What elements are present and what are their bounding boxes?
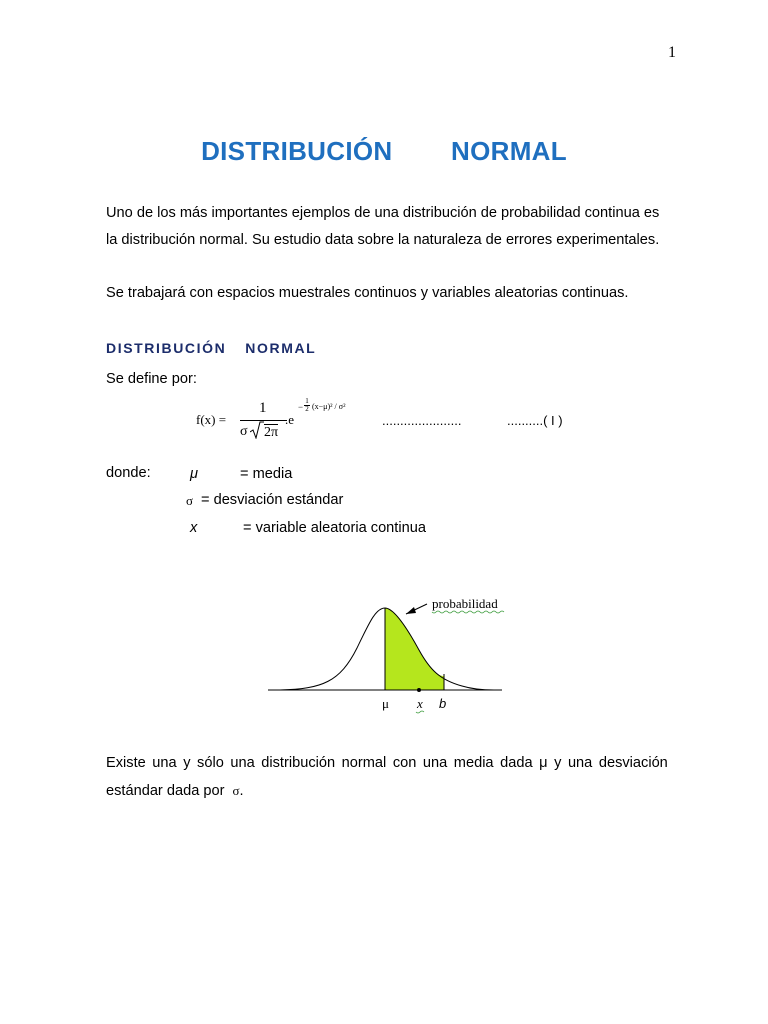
callout-arrowhead-icon [406,607,416,614]
intro-line-1: Uno de los más importantes ejemplos de una distribución de probabilidad continua es [106,205,660,221]
section-heading: DISTRIBUCIÓN NORMAL [106,340,317,356]
closing-line-2: estándar dada por σ. [106,783,244,799]
exponent-rest: (x−μ)² / σ² [312,402,346,411]
formula-numerator: 1 [259,400,267,416]
callout-label: probabilidad [432,596,498,611]
label-x-underline [416,711,424,713]
label-x: x [417,696,423,711]
closing-line-1: Existe una y sólo una distribución normal con una media dada μ y una desviación [106,755,668,771]
where-text-desviacion: = desviación estándar [201,492,344,508]
x-point [417,688,421,692]
callout-underline [432,611,504,613]
formula-sigma: σ [240,424,248,439]
define-label: Se define por: [106,371,197,387]
formula-root-content: 2π [264,425,279,440]
normal-curve-figure [262,588,512,716]
intro-paragraph [106,200,680,254]
where-text-variable: = variable aleatoria continua [243,520,426,536]
exponent-minus: − [298,402,304,412]
normal-pdf-formula [196,398,396,448]
where-symbol-mu: μ [190,466,198,482]
label-mu: μ [382,696,389,711]
where-label: donde: [106,465,151,481]
closing-paragraph [106,750,680,805]
paragraph-continuous: Se trabajará con espacios muestrales continuos y variables aleatorias continuas. [106,285,629,301]
formula-lhs: f(x) = [196,412,227,427]
label-b: b [439,696,447,711]
where-symbol-sigma: σ [186,493,194,508]
exponent-half: 1 2 [305,397,309,413]
shaded-probability-area [385,608,444,690]
intro-line-2: la distribución normal. Su estudio data sobre la naturaleza de errores experimentales. [106,232,660,248]
formula-leader-dots: ...................... [382,413,462,428]
formula-reference: ..........( I ) [507,413,563,428]
page-number: 1 [668,44,676,61]
sqrt-sign-icon [250,421,264,439]
where-text-media: = media [240,466,293,482]
where-symbol-x: x [190,520,198,536]
formula-exponential: .e [285,412,295,427]
document-title: DISTRIBUCIÓN NORMAL [201,136,567,166]
